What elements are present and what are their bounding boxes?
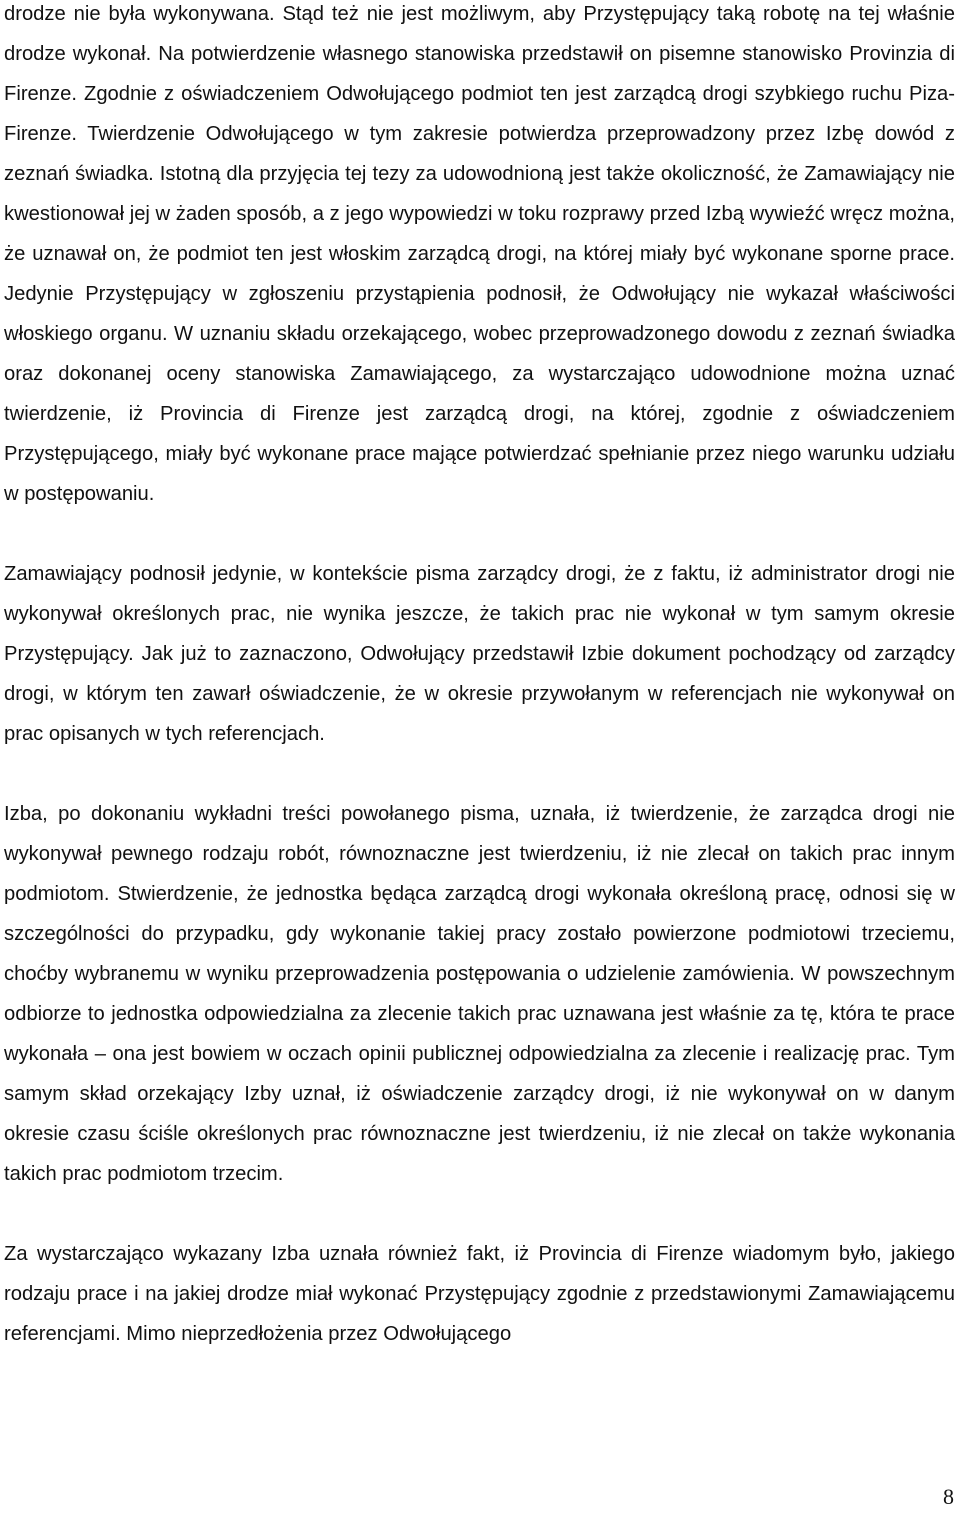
paragraph-gap [4, 1194, 955, 1234]
paragraph-4: Za wystarczająco wykazany Izba uznała również fakt, iż Provincia di Firenze wiadomym było, jakiego rodzaju prace i na jakiej drodze miał wykonać Przystępujący zgodnie z przedstawionymi Zamawiającemu referencjami. Mimo nieprzedłożenia przez Odwołującego [4, 1243, 955, 1345]
paragraph-gap [4, 514, 955, 554]
paragraph-gap [4, 754, 955, 794]
paragraph-1: drodze nie była wykonywana. Stąd też nie jest możliwym, aby Przystępujący taką robotę na tej właśnie drodze wykonał. Na potwierdzenie własnego stanowiska przedstawił on pisemne stanowisko Provinzia di Firenze. Zgodnie z oświadczeniem Odwołującego podmiot ten jest zarządcą drogi szybkiego ruchu Piza-Firenze. Twierdzenie Odwołującego w tym zakresie potwierdza przeprowadzony przez Izbę dowód z zeznań świadka. Istotną dla przyjęcia tej tezy za udowodnioną jest także okoliczność, że Zamawiający nie kwestionował jej w żaden sposób, a z jego wypowiedzi w toku rozprawy przed Izbą wywieźć wręcz można, że uznawał on, że podmiot ten jest włoskim zarządcą drogi, na której miały być wykonane sporne prace. Jedynie Przystępujący w zgłoszeniu przystąpienia podnosił, że Odwołujący nie wykazał właściwości włoskiego organu. W uznaniu składu orzekającego, wobec przeprowadzonego dowodu z zeznań świadka oraz dokonanej oceny stanowiska Zamawiającego, za wystarczająco udowodnione można uznać twierdzenie, iż Provincia di Firenze jest zarządcą drogi, na której, zgodnie z oświadczeniem Przystępującego, miały być wykonane prace mające potwierdzać spełnianie przez niego warunku udziału w postępowaniu. [4, 3, 955, 505]
paragraph-3: Izba, po dokonaniu wykładni treści powołanego pisma, uznała, iż twierdzenie, że zarządca drogi nie wykonywał pewnego rodzaju robót, równoznaczne jest twierdzeniu, iż nie zlecał on takich prac innym podmiotom. Stwierdzenie, że jednostka będąca zarządcą drogi wykonała określoną pracę, odnosi się w szczególności do przypadku, gdy wykonanie takiej pracy zostało powierzone podmiotowi trzeciemu, choćby wybranemu w wyniku przeprowadzenia postępowania o udzielenie zamówienia. W powszechnym odbiorze to jednostka odpowiedzialna za zlecenie takich prac uznawana jest właśnie za tę, która te prace wykonała – ona jest bowiem w oczach opinii publicznej odpowiedzialna za zlecenie i realizację prac. Tym samym skład orzekający Izby uznał, iż oświadczenie zarządcy drogi, iż nie wykonywał on w danym okresie czasu ściśle określonych prac równoznaczne jest twierdzeniu, iż nie zlecał on także wykonania takich prac podmiotom trzecim. [4, 803, 955, 1185]
paragraph-2: Zamawiający podnosił jedynie, w kontekście pisma zarządcy drogi, że z faktu, iż administrator drogi nie wykonywał określonych prac, nie wynika jeszcze, że takich prac nie wykonał w tym samym okresie Przystępujący. Jak już to zaznaczono, Odwołujący przedstawił Izbie dokument pochodzący od zarządcy drogi, w którym ten zawarł oświadczenie, że w okresie przywołanym w referencjach nie wykonywał on prac opisanych w tych referencjach. [4, 563, 955, 745]
page-number: 8 [943, 1484, 954, 1509]
document-page [4, 0, 955, 1354]
